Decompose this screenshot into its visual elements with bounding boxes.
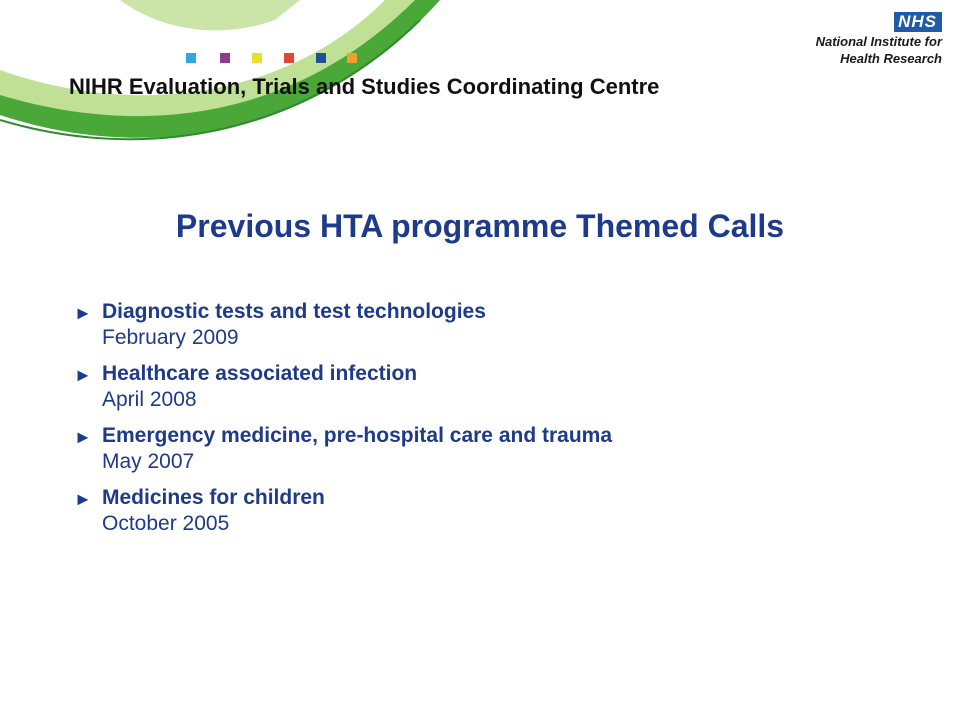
list-item <box>74 299 914 351</box>
nhs-badge: NHS <box>894 12 942 32</box>
square-blue <box>316 53 326 63</box>
nihr-logo <box>802 12 942 68</box>
call-topic: Healthcare associated infection <box>102 362 418 385</box>
right-pointer-icon: ► <box>74 427 92 447</box>
list-item <box>74 423 914 475</box>
organisation-name: NIHR Evaluation, Trials and Studies Coordinating Centre <box>69 74 660 99</box>
logo-line-1: National Institute for <box>815 34 942 49</box>
square-cyan <box>186 53 196 63</box>
call-topic: Emergency medicine, pre-hospital care and trauma <box>102 424 613 447</box>
right-pointer-icon: ► <box>74 489 92 509</box>
call-date: February 2009 <box>102 326 239 349</box>
call-topic: Medicines for children <box>102 486 325 509</box>
square-red <box>284 53 294 63</box>
slide-title: Previous HTA programme Themed Calls <box>175 208 785 244</box>
square-purple <box>220 53 230 63</box>
right-pointer-icon: ► <box>74 303 92 323</box>
list-item <box>74 485 914 537</box>
right-pointer-icon: ► <box>74 365 92 385</box>
call-date: October 2005 <box>102 512 230 535</box>
logo-line-2: Health Research <box>840 51 942 66</box>
swoosh-top-arc <box>120 0 300 30</box>
themed-calls-list <box>74 299 914 547</box>
square-yellow <box>252 53 262 63</box>
list-item <box>74 361 914 413</box>
call-date: April 2008 <box>102 388 197 411</box>
call-date: May 2007 <box>102 450 195 473</box>
call-topic: Diagnostic tests and test technologies <box>102 300 486 323</box>
square-orange <box>347 53 357 63</box>
